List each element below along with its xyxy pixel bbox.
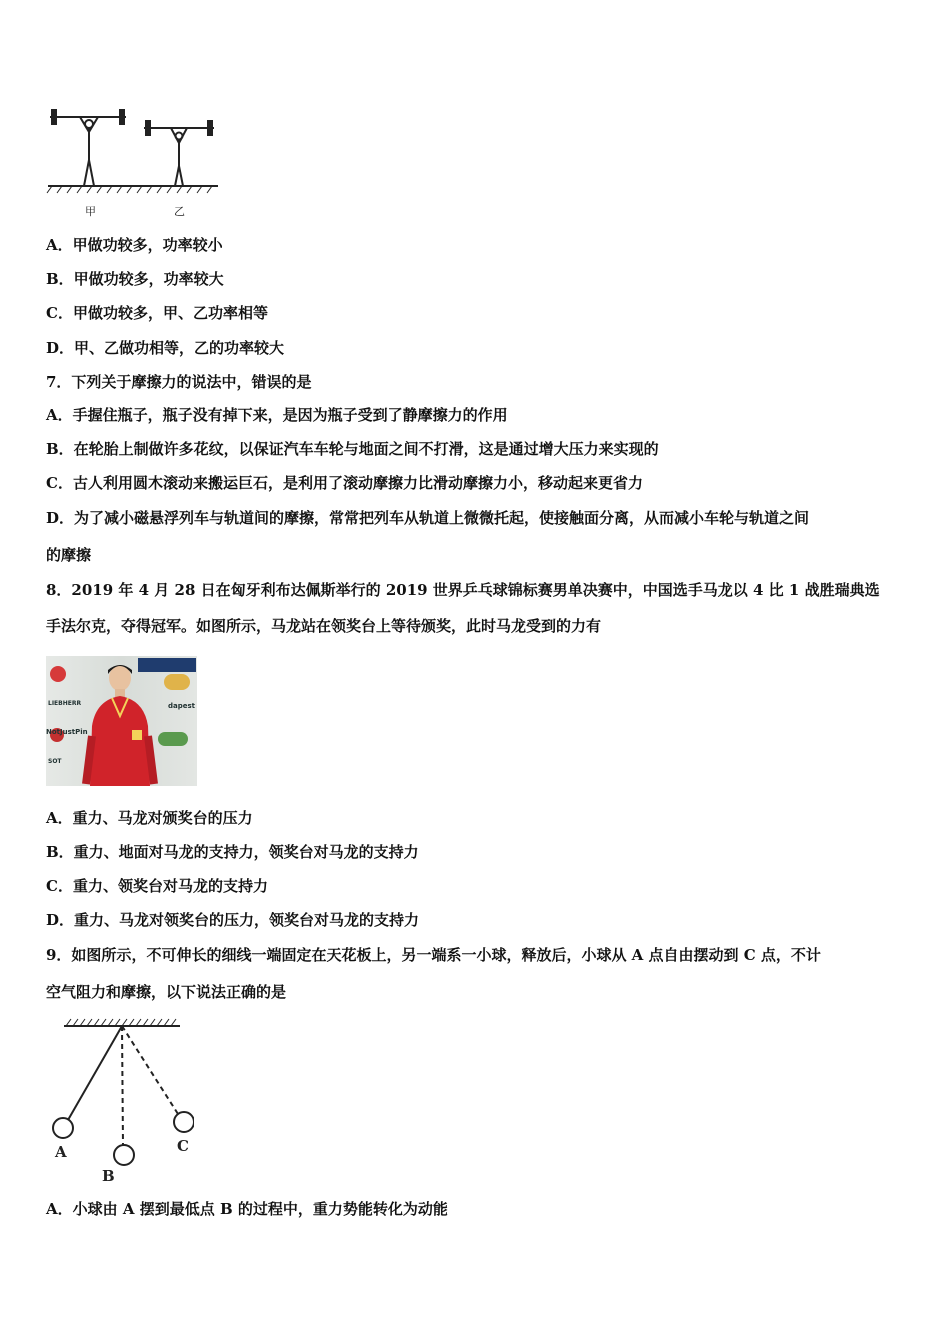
q7-option-a: A．手握住瓶子，瓶子没有掉下来，是因为瓶子受到了静摩擦力的作用 <box>46 406 508 424</box>
q8-option-b: B．重力、地面对马龙的支持力，领奖台对马龙的支持力 <box>46 843 419 861</box>
q7-option-b: B．在轮胎上制做许多花纹，以保证汽车车轮与地面之间不打滑，这是通过增大压力来实现的 <box>46 440 659 458</box>
photo-text-liebherr: LIEBHERR <box>48 700 82 707</box>
photo-text-notjustpin: NotJustPin <box>46 728 88 736</box>
q6-option-c: C．甲做功较多，甲、乙功率相等 <box>46 304 268 322</box>
label-a: A <box>55 1143 67 1161</box>
q7-option-c: C．古人利用圆木滚动来搬运巨石，是利用了滚动摩擦力比滑动摩擦力小，移动起来更省力 <box>46 474 643 492</box>
q7-stem: 7．下列关于摩擦力的说法中，错误的是 <box>46 373 312 391</box>
q6-option-b: B．甲做功较多，功率较大 <box>46 270 224 288</box>
q6-option-d: D．甲、乙做功相等，乙的功率较大 <box>46 339 285 357</box>
pendulum-figure <box>44 1016 194 1188</box>
lifter-jia <box>50 110 126 186</box>
ball-a <box>53 1118 73 1138</box>
ball-c <box>174 1112 194 1132</box>
string-a <box>68 1026 122 1120</box>
ball-b <box>114 1145 134 1165</box>
q8-stem-line2: 手法尔克，夺得冠军。如图所示，马龙站在领奖台上等待颁奖，此时马龙受到的力有 <box>46 617 602 635</box>
string-c <box>122 1026 178 1114</box>
label-yi: 乙 <box>174 205 185 218</box>
q9-stem-line1: 9．如图所示，不可伸长的细线一端固定在天花板上，另一端系一小球，释放后，小球从 A 点自由摆动到 C 点，不计 <box>46 946 821 964</box>
label-b: B <box>102 1167 115 1185</box>
string-b <box>122 1026 123 1146</box>
q9-stem-line2: 空气阻力和摩擦，以下说法正确的是 <box>46 983 287 1001</box>
q9-option-a: A．小球由 A 摆到最低点 B 的过程中，重力势能转化为动能 <box>46 1200 448 1218</box>
player-photo <box>46 656 197 786</box>
q8-option-c: C．重力、领奖台对马龙的支持力 <box>46 877 268 895</box>
q7-option-d-continued: 的摩擦 <box>46 546 92 564</box>
q8-stem-line1: 8．2019 年 4 月 28 日在匈牙利布达佩斯举行的 2019 世界乒乓球锦标赛男单决赛中，中国选手马龙以 4 比 1 战胜瑞典选 <box>46 581 880 599</box>
q8-option-a: A．重力、马龙对颁奖台的压力 <box>46 809 253 827</box>
label-jia: 甲 <box>85 205 96 218</box>
photo-text-dapest: dapest <box>168 702 196 710</box>
q8-option-d: D．重力、马龙对领奖台的压力，领奖台对马龙的支持力 <box>46 911 420 929</box>
weightlifters-figure <box>44 100 224 224</box>
lifter-yi <box>144 121 214 186</box>
photo-text-sot: SOT <box>48 758 62 765</box>
q7-option-d: D．为了减小磁悬浮列车与轨道间的摩擦，常常把列车从轨道上微微托起，使接触面分离，从而减小车轮与轨道之间 <box>46 509 810 527</box>
player-figure <box>46 656 197 786</box>
q6-option-a: A．甲做功较多，功率较小 <box>46 236 223 254</box>
label-c: C <box>177 1137 189 1155</box>
